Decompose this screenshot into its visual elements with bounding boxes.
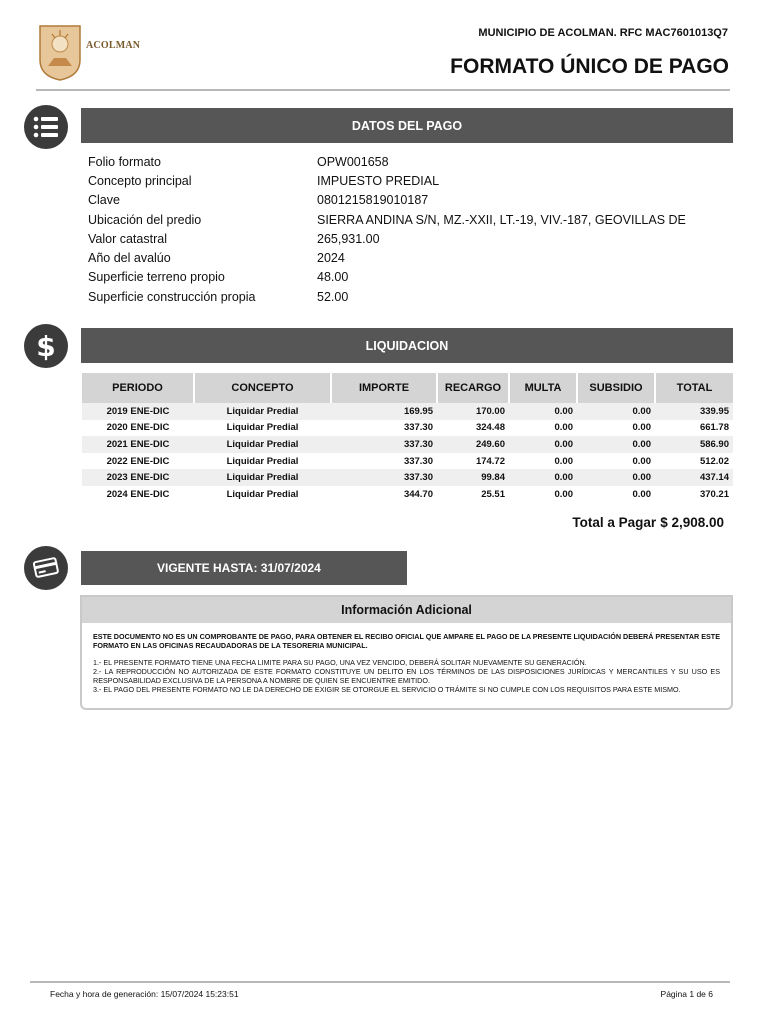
cell-recargo: 25.51 (437, 486, 509, 503)
cell-importe: 337.30 (331, 436, 437, 453)
total-value: $ 2,908.00 (660, 515, 724, 530)
cell-recargo: 174.72 (437, 453, 509, 470)
info-item: 3.- EL PAGO DEL PRESENTE FORMATO NO LE DA DERECHO DE EXIGIR SE OTORGUE EL SERVICIO O TRÁMITE SI NO CUMPLE CON LOS REQUISITOS PARA ESTE MISMO. (93, 685, 681, 694)
info-item: 1.- EL PRESENTE FORMATO TIENE UNA FECHA LIMITE PARA SU PAGO, UNA VEZ VENCIDO, DEBERÁ SOLITAR NUEVAMENTE SU GENERACIÓN. (93, 658, 587, 667)
table-row (82, 453, 733, 470)
svg-text:$: $ (36, 331, 56, 361)
cell-total: 437.14 (655, 469, 733, 486)
cell-importe: 344.70 (331, 486, 437, 503)
cell-periodo: 2021 ENE-DIC (82, 436, 194, 453)
cell-concepto: Liquidar Predial (194, 420, 331, 437)
cell-recargo: 170.00 (437, 403, 509, 420)
datos-row-concepto (88, 171, 686, 190)
municipio-logo (36, 20, 142, 82)
cell-importe: 337.30 (331, 453, 437, 470)
cell-recargo: 99.84 (437, 469, 509, 486)
cell-periodo: 2022 ENE-DIC (82, 453, 194, 470)
datos-label: Clave (88, 193, 120, 208)
cell-concepto: Liquidar Predial (194, 486, 331, 503)
datos-row-anio (88, 248, 686, 267)
dollar-icon (24, 324, 68, 368)
datos-label: Año del avalúo (88, 251, 171, 266)
cell-multa: 0.00 (509, 436, 577, 453)
cell-multa: 0.00 (509, 420, 577, 437)
credit-card-icon (24, 546, 68, 590)
liquidacion-header: LIQUIDACION (81, 328, 733, 363)
cell-multa: 0.00 (509, 453, 577, 470)
table-header-row (82, 373, 733, 403)
datos-value: 2024 (317, 251, 345, 266)
datos-pago-header: DATOS DEL PAGO (81, 108, 733, 143)
column-header: CONCEPTO (194, 373, 331, 403)
generation-timestamp: Fecha y hora de generación: 15/07/2024 15:23:51 (50, 989, 239, 999)
list-icon (24, 105, 68, 149)
info-title: Información Adicional (82, 597, 731, 623)
cell-recargo: 249.60 (437, 436, 509, 453)
datos-label: Valor catastral (88, 231, 167, 246)
cell-concepto: Liquidar Predial (194, 453, 331, 470)
cell-multa: 0.00 (509, 469, 577, 486)
column-header: SUBSIDIO (577, 373, 655, 403)
column-header: RECARGO (437, 373, 509, 403)
acolman-shield-icon (36, 20, 142, 82)
datos-pago-list (88, 152, 686, 306)
datos-label: Superficie terreno propio (88, 270, 225, 285)
cell-periodo: 2023 ENE-DIC (82, 469, 194, 486)
datos-value: 52.00 (317, 289, 349, 304)
cell-total: 586.90 (655, 436, 733, 453)
informacion-adicional (80, 595, 733, 710)
column-header: TOTAL (655, 373, 733, 403)
column-header: MULTA (509, 373, 577, 403)
cell-importe: 337.30 (331, 469, 437, 486)
datos-value: SIERRA ANDINA S/N, MZ.-XXII, LT.-19, VIV.-187, GEOVILLAS DE (317, 212, 686, 227)
cell-concepto: Liquidar Predial (194, 436, 331, 453)
footer-divider (30, 981, 730, 983)
datos-row-ubicacion (88, 210, 686, 229)
total-a-pagar (568, 515, 724, 530)
cell-total: 339.95 (655, 403, 733, 420)
cell-periodo: 2019 ENE-DIC (82, 403, 194, 420)
datos-row-terreno (88, 268, 686, 287)
liquidacion-table (82, 373, 733, 503)
page-number: Página 1 de 6 (660, 989, 713, 999)
column-header: PERIODO (82, 373, 194, 403)
datos-value: 0801215819010187 (317, 193, 429, 208)
table-row (82, 403, 733, 420)
cell-multa: 0.00 (509, 403, 577, 420)
municipio-rfc: MUNICIPIO DE ACOLMAN. RFC MAC7601013Q7 (478, 27, 728, 39)
cell-subsidio: 0.00 (577, 469, 655, 486)
info-item: 2.- LA REPRODUCCIÓN NO AUTORIZADA DE ESTE FORMATO CONSTITUYE UN DELITO EN LOS TÉRMINOS DE LAS DISPOSICIONES JURÍDICAS Y MERCANTILES Y SU USO ES RESPONSABILIDAD EXCLUSIVA DE LA PERSONA A NOMBRE DE QUIEN SE ENCUENTRE EMITIDO. (93, 667, 720, 685)
datos-row-folio (88, 152, 686, 171)
cell-total: 512.02 (655, 453, 733, 470)
datos-row-clave (88, 191, 686, 210)
datos-value: 48.00 (317, 270, 349, 285)
cell-subsidio: 0.00 (577, 486, 655, 503)
datos-value: OPW001658 (317, 154, 389, 169)
vigente-hasta: VIGENTE HASTA: 31/07/2024 (81, 551, 407, 585)
cell-importe: 169.95 (331, 403, 437, 420)
table-row (82, 486, 733, 503)
document-title: FORMATO ÚNICO DE PAGO (450, 55, 729, 78)
datos-label: Folio formato (88, 154, 161, 169)
datos-value: 265,931.00 (317, 231, 380, 246)
cell-concepto: Liquidar Predial (194, 403, 331, 420)
cell-subsidio: 0.00 (577, 453, 655, 470)
table-row (82, 436, 733, 453)
logo-text: ACOLMAN (86, 40, 141, 51)
datos-label: Concepto principal (88, 173, 192, 188)
cell-total: 661.78 (655, 420, 733, 437)
cell-periodo: 2024 ENE-DIC (82, 486, 194, 503)
datos-row-valor (88, 229, 686, 248)
cell-importe: 337.30 (331, 420, 437, 437)
total-label: Total a Pagar (572, 515, 657, 530)
info-body (82, 623, 731, 694)
cell-recargo: 324.48 (437, 420, 509, 437)
cell-subsidio: 0.00 (577, 436, 655, 453)
datos-label: Superficie construcción propia (88, 289, 256, 304)
datos-row-construccion (88, 287, 686, 306)
table-row (82, 420, 733, 437)
cell-multa: 0.00 (509, 486, 577, 503)
cell-periodo: 2020 ENE-DIC (82, 420, 194, 437)
table-row (82, 469, 733, 486)
header-divider (36, 89, 730, 91)
column-header: IMPORTE (331, 373, 437, 403)
cell-total: 370.21 (655, 486, 733, 503)
info-lead: ESTE DOCUMENTO NO ES UN COMPROBANTE DE PAGO, PARA OBTENER EL RECIBO OFICIAL QUE AMPARE EL PAGO DE LA PRESENTE LIQUIDACIÓN DEBERÁ PRESENTAR ESTE FORMATO EN LAS OFICINAS RECAUDADORAS DE LA TESORERIA MUNICIPAL. (93, 632, 720, 650)
datos-value: IMPUESTO PREDIAL (317, 173, 440, 188)
datos-label: Ubicación del predio (88, 212, 202, 227)
cell-subsidio: 0.00 (577, 403, 655, 420)
cell-concepto: Liquidar Predial (194, 469, 331, 486)
cell-subsidio: 0.00 (577, 420, 655, 437)
